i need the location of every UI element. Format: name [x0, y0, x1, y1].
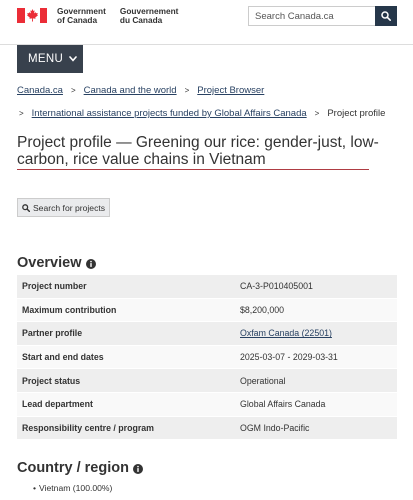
site-header — [0, 0, 413, 33]
table-row — [17, 322, 397, 346]
canada-flag-icon — [17, 8, 47, 23]
government-of-canada-logo[interactable] — [17, 7, 178, 25]
table-row — [17, 417, 397, 441]
signature-en-line-1: Government — [57, 6, 106, 16]
list-item — [33, 483, 112, 493]
search-icon — [381, 11, 391, 21]
breadcrumb-separator: > — [314, 109, 320, 118]
table-row — [17, 299, 397, 323]
page-title: Project profile — Greening our rice: gender-just, low-carbon, rice value chains in Vietnam — [17, 134, 379, 168]
search-for-projects-button[interactable] — [17, 198, 110, 217]
breadcrumb-separator: > — [19, 109, 24, 118]
row-label: Project status — [22, 375, 81, 386]
overview-heading-text: Overview — [17, 255, 82, 271]
breadcrumb-link-canada-and-the-world[interactable]: Canada and the world — [83, 85, 177, 96]
overview-table — [17, 275, 397, 440]
row-label: Project number — [22, 281, 87, 292]
table-row — [17, 393, 397, 417]
row-label: Lead department — [22, 399, 93, 410]
table-row — [17, 275, 397, 299]
row-label: Start and end dates — [22, 352, 104, 363]
breadcrumb-separator: > — [70, 86, 76, 95]
title-underline — [17, 169, 369, 170]
row-value: 2025-03-07 - 2029-03-31 — [240, 352, 338, 363]
country-region-heading — [17, 460, 143, 476]
breadcrumb-separator: > — [184, 86, 190, 95]
search-input[interactable] — [248, 6, 375, 26]
menu-button[interactable] — [17, 45, 83, 73]
country-item-text: Vietnam (100.00%) — [39, 483, 113, 493]
site-search — [248, 6, 397, 26]
row-value: Global Affairs Canada — [240, 399, 326, 410]
breadcrumb-row-2 — [17, 108, 385, 119]
table-row — [17, 369, 397, 393]
bullet-icon: • — [33, 483, 37, 493]
table-row — [17, 346, 397, 370]
info-icon[interactable] — [133, 464, 143, 474]
breadcrumb — [17, 85, 264, 96]
partner-profile-link[interactable]: Oxfam Canada (22501) — [240, 328, 332, 339]
chevron-down-icon — [69, 56, 77, 62]
country-list — [33, 483, 112, 493]
breadcrumb-link-project-browser[interactable]: Project Browser — [197, 85, 265, 96]
breadcrumb-link-international-assistance[interactable]: International assistance projects funded by Global Affairs Canada — [31, 108, 307, 119]
row-label: Maximum contribution — [22, 304, 117, 315]
breadcrumb-link-canada-ca[interactable]: Canada.ca — [17, 85, 63, 96]
breadcrumb-current: Project profile — [327, 108, 386, 119]
row-value: CA-3-P010405001 — [240, 281, 313, 292]
country-region-heading-text: Country / region — [17, 460, 129, 476]
row-label: Responsibility centre / program — [22, 422, 154, 433]
signature-fr-line-2: du Canada — [119, 15, 163, 25]
menu-label: MENU — [28, 53, 64, 65]
signature-fr-line-1: Gouvernement — [119, 6, 179, 16]
row-label: Partner profile — [22, 328, 83, 339]
search-icon — [22, 204, 30, 212]
overview-heading — [17, 255, 96, 271]
government-signature — [57, 7, 178, 25]
menu-band — [0, 44, 413, 72]
search-for-projects-label: Search for projects — [32, 202, 106, 213]
row-value: OGM Indo-Pacific — [240, 422, 310, 433]
row-value: Operational — [240, 375, 286, 386]
row-value: $8,200,000 — [240, 304, 285, 315]
search-button[interactable] — [375, 6, 397, 26]
info-icon[interactable] — [86, 259, 96, 269]
signature-en-line-2: of Canada — [57, 15, 98, 25]
